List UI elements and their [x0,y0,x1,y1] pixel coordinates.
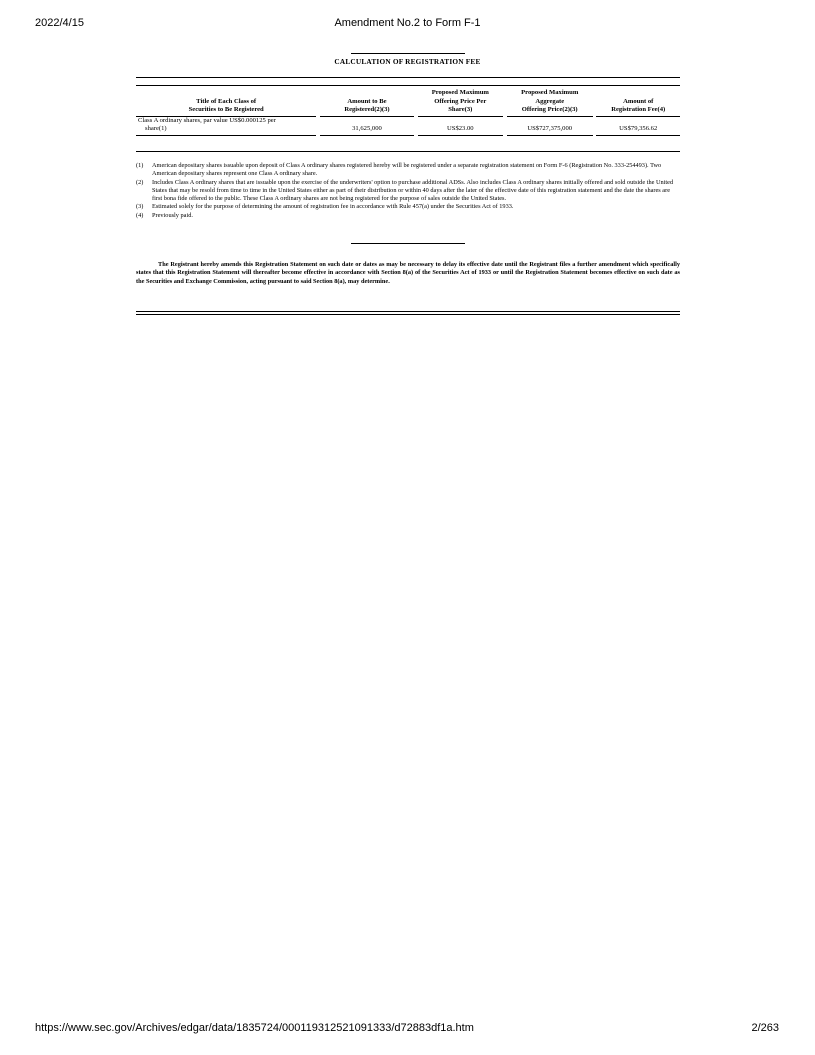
aggregate-price-cell: US$727,375,000 [507,116,593,135]
footnote [136,179,680,204]
footnote-text: Previously paid. [152,211,193,219]
header-text: Aggregate [535,97,565,105]
footnote-text: Includes Class A ordinary shares that are issuable upon the exercise of the underwriters' option to purchase additional ADSs. Also includes Class A ordinary shares initially offered and sold outside the United States that may be resold from time to time in the United States either as part of their distribution or within 40 days after the later of the effective date of this registration statement and the date the shares are first bona fide offered to the public. These Class A ordinary shares are not being registered for the purpose of sales outside the United States. [152,178,674,203]
footnote-text: Estimated solely for the purpose of determining the amount of registration fee in accordance with Rule 457(a) under the Securities Act of 1933. [152,203,514,211]
header-text: Registration Fee(4) [611,106,666,114]
page-number: 2/263 [751,1022,779,1034]
caption-rule [351,53,465,54]
footnotes [136,162,680,220]
column-header-fee [596,89,680,116]
column-header-aggregate-price [507,89,593,116]
column-header-amount [320,89,413,116]
table-bottom-rule [136,151,680,152]
fee-cell: US$79,356.62 [596,116,680,135]
amount-cell: 31,625,000 [320,116,413,135]
table-top-rule-2 [136,85,680,86]
footnote-text: American depositary shares issuable upon deposit of Class A ordinary shares registered hereby will be registered under a separate registration statement on Form F-6 (Registration No. 333-254493). Two American depositary shares represent one Class A ordinary share. [152,162,662,178]
print-date: 2022/4/15 [35,17,84,29]
security-class-cell [136,116,316,135]
header-text: Securities to Be Registered [188,106,264,114]
end-rule-2 [136,314,680,315]
header-text: Amount to Be [347,97,387,105]
column-header-price-per-share [418,89,503,116]
footnote [136,162,680,179]
table-top-rule [136,77,680,78]
table-caption: CALCULATION OF REGISTRATION FEE [334,57,481,66]
price-per-share-cell: US$23.00 [418,116,503,135]
registration-fee-table [136,89,680,136]
header-text: Offering Price Per [434,97,487,105]
header-text: Proposed Maximum [521,89,579,96]
header-text: Share(3) [448,106,473,114]
header-text: Proposed Maximum [431,89,489,96]
footnote-number: (3) [136,203,144,211]
footnote-number: (1) [136,162,144,169]
cell-text: Class A ordinary shares, par value US$0.000125 per [138,116,276,124]
end-rule [136,311,680,312]
header-text: Registered(2)(3) [344,106,390,114]
document-title: Amendment No.2 to Form F-1 [334,17,481,29]
footnote [136,203,680,211]
footnote-number: (4) [136,211,144,219]
footnote [136,212,680,220]
delaying-amendment-statement: The Registrant hereby amends this Registration Statement on such date or dates as may be necessary to delay its effective date until the Registrant files a further amendment which specifically states that this Registration Statement will thereafter become effective in accordance with Section 8(a) of the Securities Act of 1933 or until the Registration Statement becomes effective on such date as the Securities and Exchange Commission, acting pursuant to said Section 8(a), may determine. [136,261,680,285]
statement-rule [351,243,465,244]
header-text: Title of Each Class of [196,97,257,105]
column-header-title [136,89,316,116]
footnote-number: (2) [136,178,144,186]
table-row [136,116,680,135]
header-text: Amount of [623,97,654,105]
header-text: Offering Price(2)(3) [521,106,578,114]
page-url: https://www.sec.gov/Archives/edgar/data/1835724/000119312521091333/d72883df1a.htm [35,1022,474,1034]
cell-text: share(1) [145,125,167,133]
table-header-row [136,89,680,116]
